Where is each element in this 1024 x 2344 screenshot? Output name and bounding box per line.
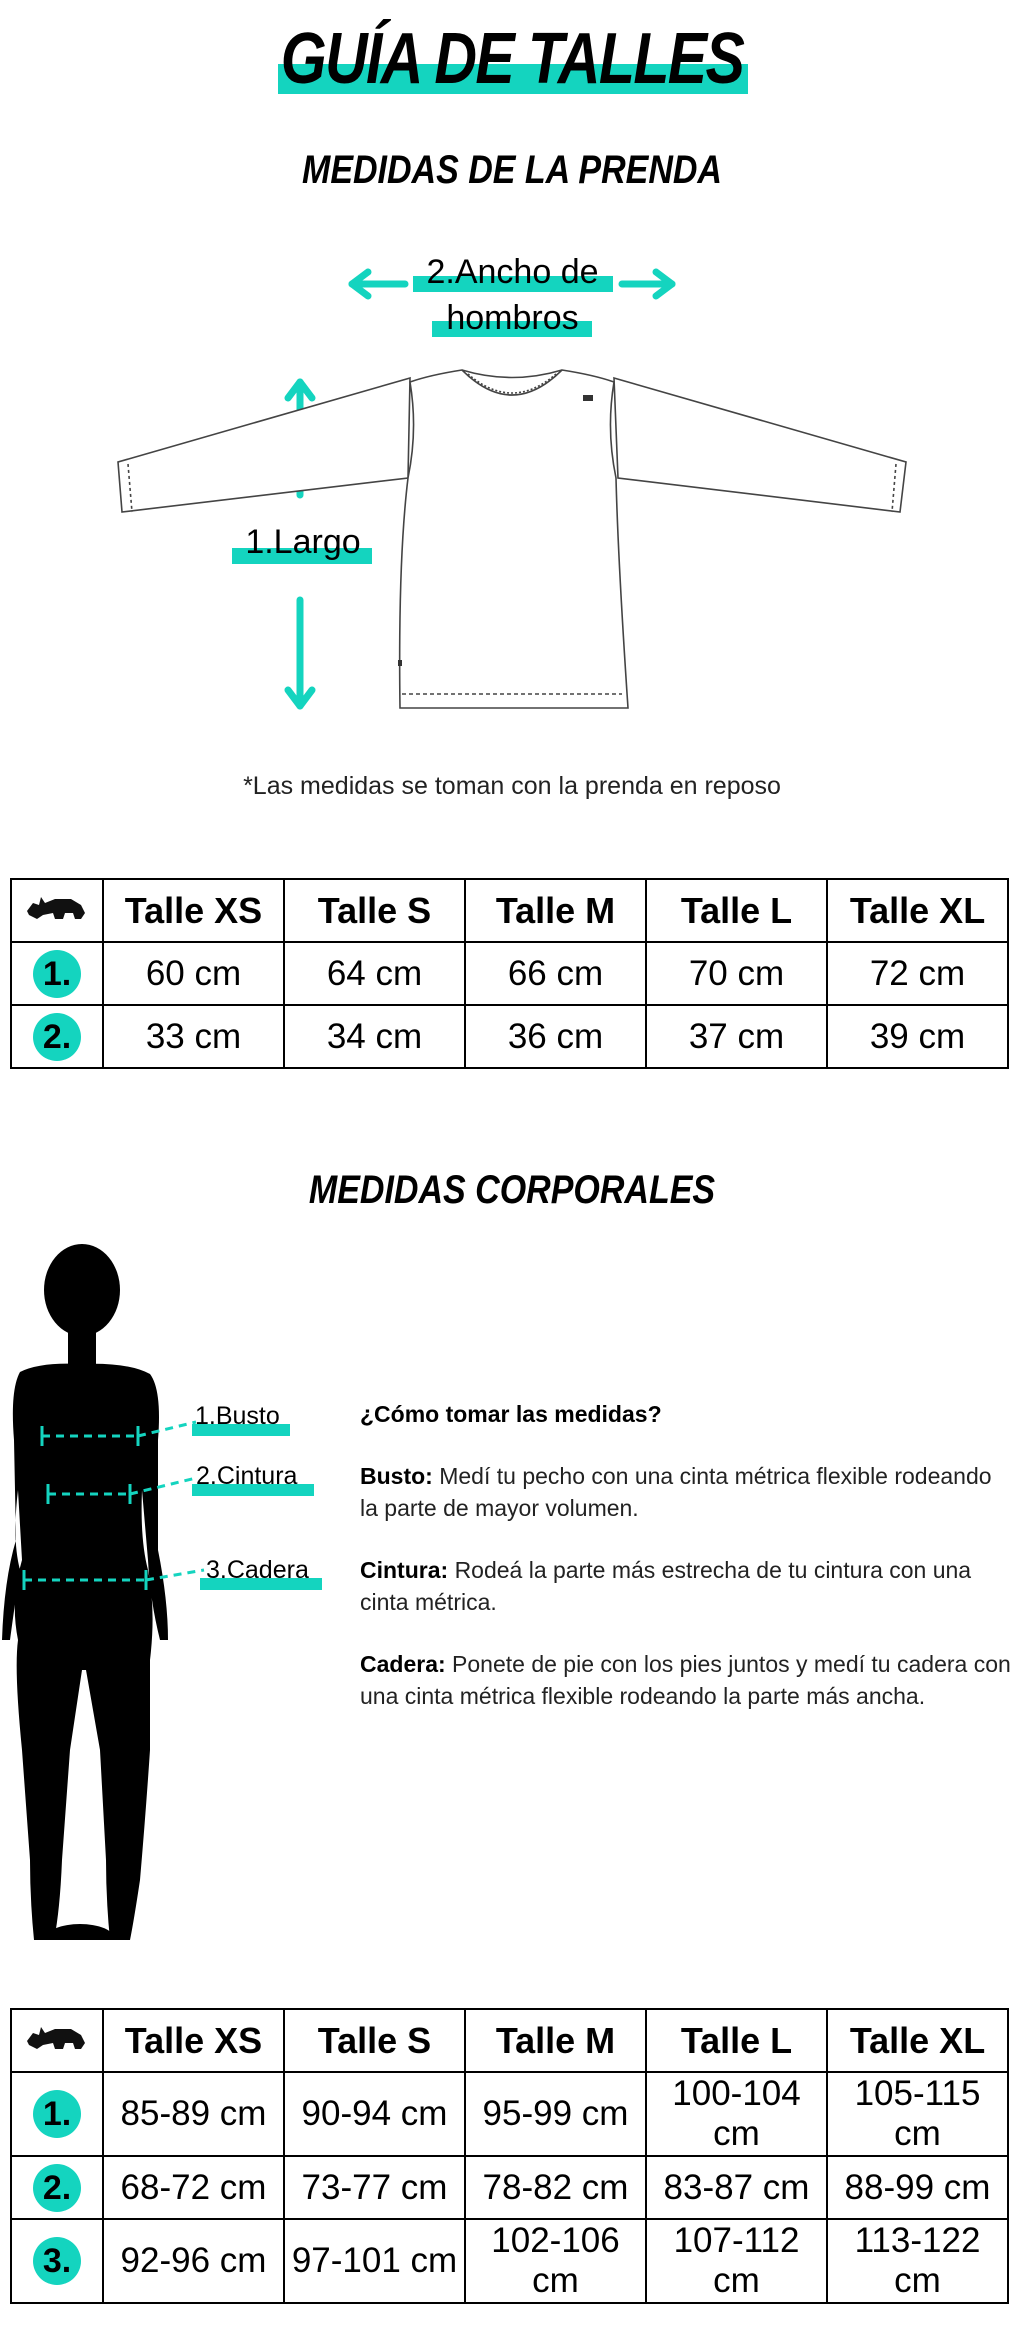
table-row xyxy=(11,2072,1008,2156)
garment-subtitle: MEDIDAS DE LA PRENDA xyxy=(301,148,722,192)
row-number-badge: 1. xyxy=(33,950,81,998)
cadera-instruction xyxy=(360,1648,1015,1712)
woman-silhouette-icon xyxy=(2,1244,168,1940)
shirt-drawing xyxy=(118,370,906,708)
header-cell: Talle S xyxy=(284,879,465,942)
table-cell: 33 cm xyxy=(103,1005,284,1068)
table-cell: 90-94 cm xyxy=(284,2072,465,2156)
table-row xyxy=(11,942,1008,1005)
header-cell: Talle L xyxy=(646,2009,827,2072)
table-cell: 72 cm xyxy=(827,942,1008,1005)
table-cell: 39 cm xyxy=(827,1005,1008,1068)
table-cell: 73-77 cm xyxy=(284,2156,465,2219)
header-cell: Talle XS xyxy=(103,2009,284,2072)
cintura-instruction xyxy=(360,1554,1015,1618)
table-cell: 113-122 cm xyxy=(827,2219,1008,2303)
table-cell: 107-112 cm xyxy=(646,2219,827,2303)
table-cell: 83-87 cm xyxy=(646,2156,827,2219)
table-cell: 95-99 cm xyxy=(465,2072,646,2156)
table-cell: 70 cm xyxy=(646,942,827,1005)
garment-size-table xyxy=(10,878,1009,1069)
table-row xyxy=(11,2219,1008,2303)
length-label: 1.Largo xyxy=(245,523,361,561)
header-cell: Talle M xyxy=(465,879,646,942)
cintura-label: 2.Cintura xyxy=(196,1462,298,1490)
row-number-badge: 3. xyxy=(33,2237,81,2285)
table-header-row xyxy=(11,2009,1008,2072)
table-cell: 100-104 cm xyxy=(646,2072,827,2156)
cintura-term: Cintura: xyxy=(360,1557,449,1583)
table-cell: 60 cm xyxy=(103,942,284,1005)
cintura-text: Rodeá la parte más estrecha de tu cintura con una cinta métrica. xyxy=(360,1557,972,1615)
table-cell: 97-101 cm xyxy=(284,2219,465,2303)
row-number-badge: 2. xyxy=(33,2164,81,2212)
garment-diagram xyxy=(0,0,1024,760)
header-cell: Talle L xyxy=(646,879,827,942)
page-title: GUÍA DE TALLES xyxy=(280,19,744,99)
rhino-icon xyxy=(11,2009,103,2072)
width-arrow-left-icon xyxy=(352,272,405,296)
table-cell: 64 cm xyxy=(284,942,465,1005)
body-size-table xyxy=(10,2008,1009,2304)
garment-note: *Las medidas se toman con la prenda en reposo xyxy=(243,772,781,800)
body-subtitle: MEDIDAS CORPORALES xyxy=(308,1168,716,1212)
cadera-label: 3.Cadera xyxy=(206,1556,309,1584)
width-arrow-right-icon xyxy=(622,272,672,296)
row-number-badge: 1. xyxy=(33,2090,81,2138)
row-number-badge: 2. xyxy=(33,1013,81,1061)
header-cell: Talle XL xyxy=(827,2009,1008,2072)
rhino-icon xyxy=(11,879,103,942)
cadera-term: Cadera: xyxy=(360,1651,446,1677)
table-cell: 105-115 cm xyxy=(827,2072,1008,2156)
table-row xyxy=(11,1005,1008,1068)
table-cell: 102-106 cm xyxy=(465,2219,646,2303)
width-label-line-1: 2.Ancho de xyxy=(426,253,599,291)
table-cell: 34 cm xyxy=(284,1005,465,1068)
width-label-line-2: hombros xyxy=(446,299,579,337)
table-header-row xyxy=(11,879,1008,942)
body-silhouette xyxy=(0,1240,340,1940)
header-cell: Talle S xyxy=(284,2009,465,2072)
length-arrow-down-icon xyxy=(288,600,312,706)
table-row xyxy=(11,2156,1008,2219)
table-cell: 85-89 cm xyxy=(103,2072,284,2156)
table-cell: 37 cm xyxy=(646,1005,827,1068)
howto-title: ¿Cómo tomar las medidas? xyxy=(360,1401,662,1427)
table-cell: 68-72 cm xyxy=(103,2156,284,2219)
header-cell: Talle XL xyxy=(827,879,1008,942)
table-cell: 78-82 cm xyxy=(465,2156,646,2219)
busto-term: Busto: xyxy=(360,1463,433,1489)
table-cell: 88-99 cm xyxy=(827,2156,1008,2219)
header-cell: Talle XS xyxy=(103,879,284,942)
table-cell: 66 cm xyxy=(465,942,646,1005)
busto-text: Medí tu pecho con una cinta métrica flexible rodeando la parte de mayor volumen. xyxy=(360,1463,992,1521)
header-cell: Talle M xyxy=(465,2009,646,2072)
busto-label: 1.Busto xyxy=(195,1402,280,1430)
busto-instruction xyxy=(360,1460,1015,1524)
table-cell: 92-96 cm xyxy=(103,2219,284,2303)
cadera-text: Ponete de pie con los pies juntos y medí tu cadera con una cinta métrica flexible rodeando la parte más ancha. xyxy=(360,1651,1011,1709)
table-cell: 36 cm xyxy=(465,1005,646,1068)
